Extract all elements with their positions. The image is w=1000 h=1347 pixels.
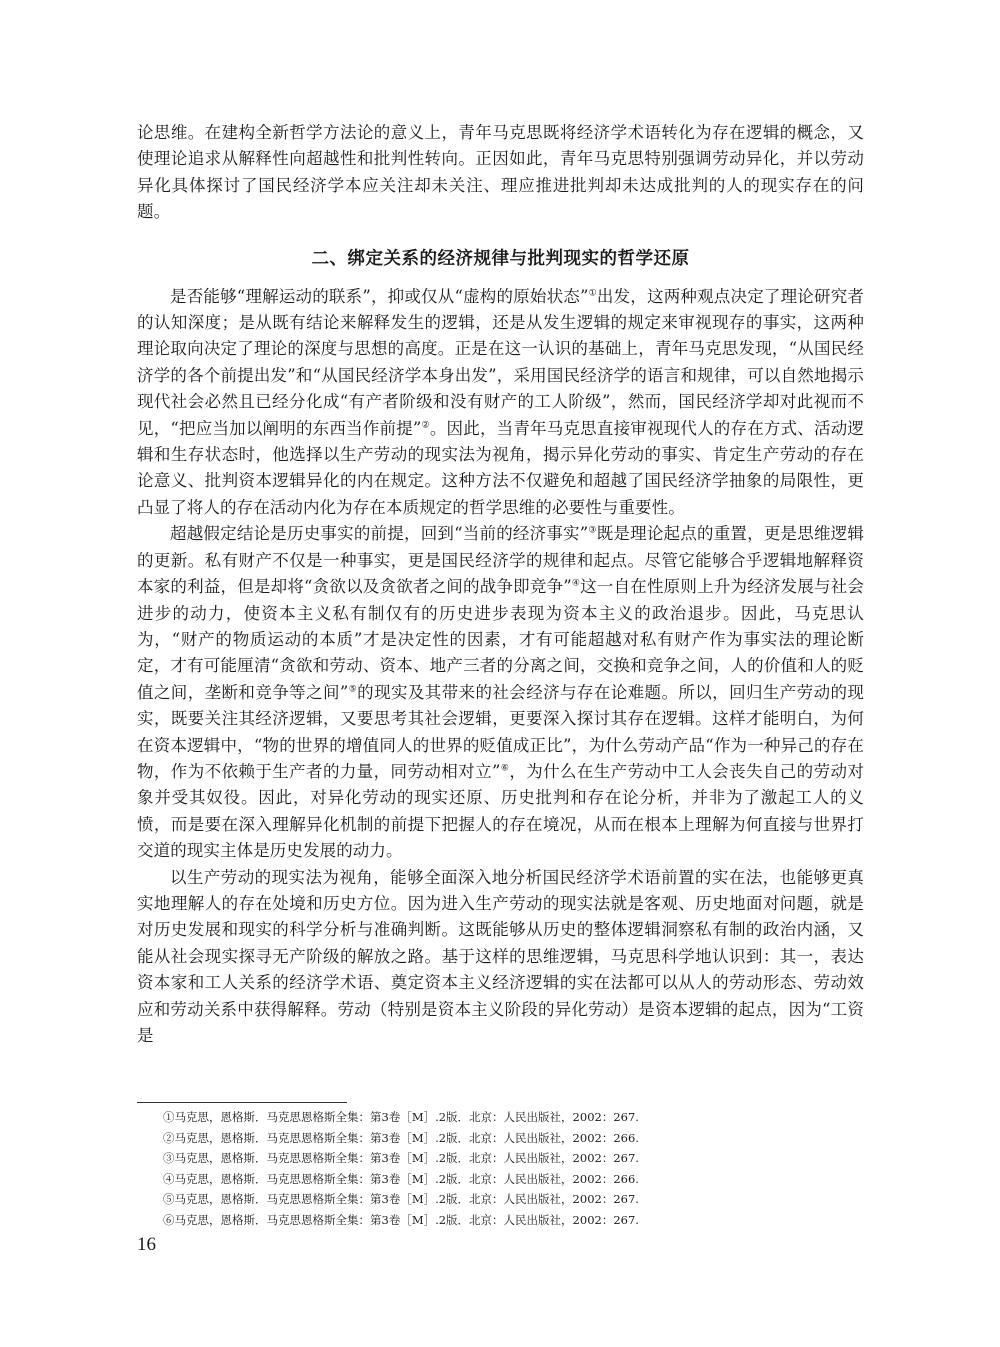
text-run: 是否能够“理解运动的联系”，抑或仅从“虚构的原始状态” <box>170 286 589 306</box>
footnote-divider <box>137 1102 347 1103</box>
footnote-4: ④马克思，恩格斯．马克思恩格斯全集：第3卷［M］.2版．北京：人民出版社，2002：266. <box>163 1171 639 1186</box>
footnote-3: ③马克思，恩格斯．马克思恩格斯全集：第3卷［M］.2版．北京：人民出版社，2002：267. <box>163 1151 639 1166</box>
footnote-ref-4[interactable]: ④ <box>571 578 581 589</box>
footnote-ref-6[interactable]: ⑥ <box>500 763 510 774</box>
text-run: 超越假定结论是历史事实的前提，回到“当前的经济事实” <box>170 524 589 544</box>
footnote-6: ⑥马克思，恩格斯．马克思恩格斯全集：第3卷［M］.2版．北京：人民出版社，2002：267. <box>163 1212 639 1227</box>
paragraph-continued: 论思维。在建构全新哲学方法论的意义上，青年马克思既将经济学术语转化为存在逻辑的概念，又使理论追求从解释性向超越性和批判性转向。正因如此，青年马克思特别强调劳动异化，并以劳动异化具体探讨了国民经济学本应关注却未关注、理应推进批判却未达成批判的人的现实存在的问题。 <box>137 123 864 222</box>
footnote-ref-5[interactable]: ⑤ <box>348 684 358 695</box>
section-heading: 二、绑定关系的经济规律与批判现实的哲学还原 <box>311 248 690 269</box>
footnote-1: ①马克思，恩格斯．马克思恩格斯全集：第3卷［M］.2版．北京：人民出版社，2002：267. <box>163 1110 639 1124</box>
footnotes <box>163 1107 863 1231</box>
footnote-5: ⑤马克思，恩格斯．马克思恩格斯全集：第3卷［M］.2版．北京：人民出版社，2002：267. <box>163 1192 639 1207</box>
text-run: 的现实及其带来的社会经济与存在论难题。所以，回归生产劳动的现实，既要关注其经济逻辑，又要思考其社会逻辑，更要深入探讨其存在逻辑。这样才能明白，为何在资本逻辑中，“物的世界的增值同人的世界的贬值成正比”，为什么劳动产品“作为一种异己的存在物，作为不依赖于生产者的力量，同劳动相对立” <box>137 682 864 781</box>
text-run: 这一自在性原则上升为经济发展与社会进步的动力，使资本主义私有制仅有的历史进步表现为资本主义的政治退步。因此，马克思认为，“财产的物质运动的本质”才是决定性的因素，才有可能超越对私有财产作为事实法的理论断定，才有可能厘清“贪欲和劳动、资本、地产三者的分离之间，交换和竞争之间，人的价值和人的贬值之间，垄断和竞争等之间” <box>137 577 865 702</box>
text-run: 既是理论起点的重置，更是思维逻辑的更新。私有财产不仅是一种事实，更是国民经济学的规律和起点。尽管它能够合乎逻辑地解释资本家的利益，但是却将“贪欲以及贪欲者之间的战争即竞争” <box>137 524 864 597</box>
paragraph-1 <box>137 284 864 522</box>
footnote-2: ②马克思，恩格斯．马克思恩格斯全集：第3卷［M］.2版．北京：人民出版社，2002：266. <box>163 1130 639 1145</box>
text-run: 。因此，当青年马克思直接审视现代人的存在方式、活动逻辑和生存状态时，他选择以生产劳动的现实法为视角，揭示异化劳动的事实、肯定生产劳动的存在论意义、批判资本逻辑异化的内在规定。这种方法不仅避免和超越了国民经济学抽象的局限性，更凸显了将人的存在活动内化为存在本质规定的哲学思维的必要性与重要性。 <box>137 418 865 517</box>
footnote-ref-2[interactable]: ② <box>421 420 430 431</box>
article-body <box>137 120 864 1049</box>
text-run: ，为什么在生产劳动中工人会丧失自己的劳动对象并受其奴役。因此，对异化劳动的现实还原、历史批判和存在论分析，并非为了激起工人的义愤，而是要在深入理解异化机制的前提下把握人的存在境况，从而在根本上理解为何直接与世界打交道的现实主体是历史发展的动力。 <box>137 761 864 861</box>
paragraph-2 <box>137 521 864 864</box>
footnote-ref-3[interactable]: ③ <box>588 525 597 536</box>
page-number: 16 <box>137 1234 156 1255</box>
footnote-ref-1[interactable]: ① <box>588 288 597 299</box>
paragraph-3: 以生产劳动的现实法为视角，能够全面深入地分析国民经济学术语前置的实在法，也能够更真实地理解人的存在处境和历史方位。因为进入生产劳动的现实法就是客观、历史地面对问题，就是对历史发展和现实的科学分析与准确判断。这既能够从历史的整体逻辑洞察私有制的政治内涵，又能从社会现实探寻无产阶级的解放之路。基于这样的思维逻辑，马克思科学地认识到：其一，表达资本家和工人关系的经济学术语、奠定资本主义经济逻辑的实在法都可以从人的劳动形态、劳动效应和劳动关系中获得解释。劳动（特别是资本主义阶段的异化劳动）是资本逻辑的起点，因为“工资是 <box>137 867 864 1045</box>
text-run: 出发，这两种观点决定了理论研究者的认知深度；是从既有结论来解释发生的逻辑，还是从发生逻辑的规定来审视现存的事实，这两种理论取向决定了理论的深度与思想的高度。正是在这一认识的基础上，青年马克思发现，“从国民经济学的各个前提出发”和“从国民经济学本身出发”，采用国民经济学的语言和规律，可以自然地揭示现代社会必然且已经分化成“有产者阶级和没有财产的工人阶级”，然而，国民经济学却对此视而不见，“把应当加以阐明的东西当作前提” <box>137 286 864 438</box>
